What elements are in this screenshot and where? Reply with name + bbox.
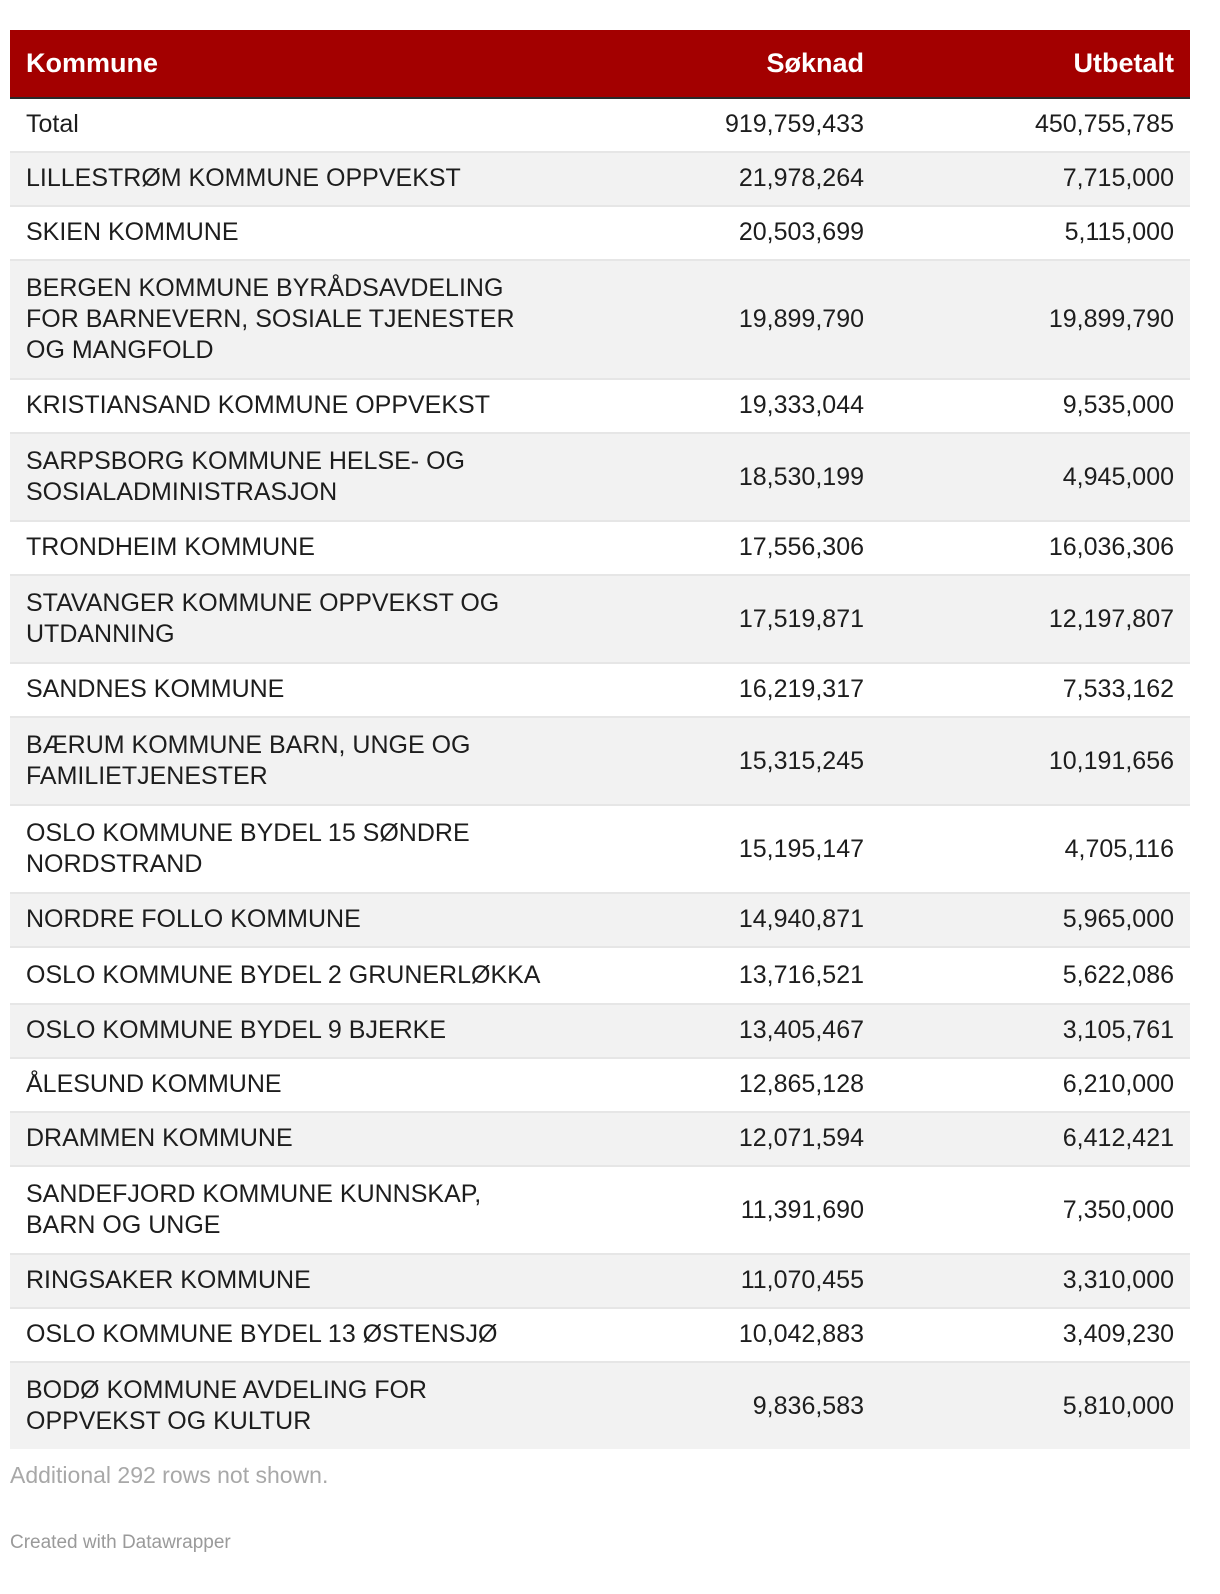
table-row bbox=[10, 663, 1190, 717]
cell-kommune: SKIEN KOMMUNE bbox=[10, 206, 570, 260]
cell-utbetalt: 12,197,807 bbox=[880, 575, 1190, 663]
table-row bbox=[10, 260, 1190, 379]
cell-kommune: BÆRUM KOMMUNE BARN, UNGE OG FAMILIETJENESTER bbox=[10, 717, 570, 805]
datawrapper-credit: Created with Datawrapper bbox=[10, 1532, 231, 1553]
cell-soknad: 11,070,455 bbox=[570, 1254, 880, 1308]
cell-utbetalt: 4,945,000 bbox=[880, 433, 1190, 521]
cell-utbetalt: 3,409,230 bbox=[880, 1308, 1190, 1362]
table-row bbox=[10, 893, 1190, 947]
table-row bbox=[10, 947, 1190, 1004]
cell-utbetalt: 10,191,656 bbox=[880, 717, 1190, 805]
table-row bbox=[10, 152, 1190, 206]
cell-utbetalt: 16,036,306 bbox=[880, 521, 1190, 575]
cell-utbetalt: 7,533,162 bbox=[880, 663, 1190, 717]
cell-utbetalt: 6,210,000 bbox=[880, 1058, 1190, 1112]
cell-utbetalt: 3,310,000 bbox=[880, 1254, 1190, 1308]
cell-utbetalt: 5,115,000 bbox=[880, 206, 1190, 260]
cell-utbetalt: 5,965,000 bbox=[880, 893, 1190, 947]
cell-utbetalt: 4,705,116 bbox=[880, 805, 1190, 893]
cell-utbetalt: 5,622,086 bbox=[880, 947, 1190, 1004]
cell-utbetalt: 19,899,790 bbox=[880, 260, 1190, 379]
cell-soknad: 10,042,883 bbox=[570, 1308, 880, 1362]
cell-kommune: OSLO KOMMUNE BYDEL 15 SØNDRE NORDSTRAND bbox=[10, 805, 570, 893]
cell-kommune: SARPSBORG KOMMUNE HELSE- OG SOSIALADMINISTRASJON bbox=[10, 433, 570, 521]
cell-soknad: 14,940,871 bbox=[570, 893, 880, 947]
cell-utbetalt: 450,755,785 bbox=[880, 98, 1190, 152]
cell-kommune: LILLESTRØM KOMMUNE OPPVEKST bbox=[10, 152, 570, 206]
header-row bbox=[10, 30, 1190, 98]
cell-kommune: TRONDHEIM KOMMUNE bbox=[10, 521, 570, 575]
cell-kommune: KRISTIANSAND KOMMUNE OPPVEKST bbox=[10, 379, 570, 433]
cell-soknad: 21,978,264 bbox=[570, 152, 880, 206]
table-row bbox=[10, 521, 1190, 575]
table-row bbox=[10, 379, 1190, 433]
cell-kommune: STAVANGER KOMMUNE OPPVEKST OG UTDANNING bbox=[10, 575, 570, 663]
cell-kommune: BODØ KOMMUNE AVDELING FOR OPPVEKST OG KULTUR bbox=[10, 1362, 570, 1449]
cell-soknad: 12,071,594 bbox=[570, 1112, 880, 1166]
cell-utbetalt: 5,810,000 bbox=[880, 1362, 1190, 1449]
cell-utbetalt: 7,350,000 bbox=[880, 1166, 1190, 1254]
cell-utbetalt: 7,715,000 bbox=[880, 152, 1190, 206]
cell-soknad: 16,219,317 bbox=[570, 663, 880, 717]
table-row bbox=[10, 1254, 1190, 1308]
cell-kommune: RINGSAKER KOMMUNE bbox=[10, 1254, 570, 1308]
cell-kommune: Total bbox=[10, 98, 570, 152]
cell-soknad: 919,759,433 bbox=[570, 98, 880, 152]
cell-soknad: 15,195,147 bbox=[570, 805, 880, 893]
cell-soknad: 9,836,583 bbox=[570, 1362, 880, 1449]
cell-kommune: ÅLESUND KOMMUNE bbox=[10, 1058, 570, 1112]
table-row bbox=[10, 433, 1190, 521]
table-row bbox=[10, 206, 1190, 260]
cell-soknad: 18,530,199 bbox=[570, 433, 880, 521]
cell-kommune: SANDEFJORD KOMMUNE KUNNSKAP, BARN OG UNGE bbox=[10, 1166, 570, 1254]
column-header-kommune[interactable]: Kommune bbox=[10, 30, 570, 98]
column-header-utbetalt[interactable]: Utbetalt bbox=[880, 30, 1190, 98]
table-row-total bbox=[10, 98, 1190, 152]
table-row bbox=[10, 717, 1190, 805]
cell-kommune: OSLO KOMMUNE BYDEL 9 BJERKE bbox=[10, 1004, 570, 1058]
cell-soknad: 17,556,306 bbox=[570, 521, 880, 575]
table-row bbox=[10, 1166, 1190, 1254]
cell-soknad: 11,391,690 bbox=[570, 1166, 880, 1254]
cell-kommune: OSLO KOMMUNE BYDEL 2 GRUNERLØKKA bbox=[10, 947, 570, 1004]
cell-kommune: SANDNES KOMMUNE bbox=[10, 663, 570, 717]
table-row bbox=[10, 1308, 1190, 1362]
table-row bbox=[10, 1362, 1190, 1449]
data-table-container bbox=[10, 30, 1190, 1449]
cell-kommune: NORDRE FOLLO KOMMUNE bbox=[10, 893, 570, 947]
cell-soknad: 12,865,128 bbox=[570, 1058, 880, 1112]
data-table bbox=[10, 30, 1190, 1449]
cell-soknad: 13,405,467 bbox=[570, 1004, 880, 1058]
table-row bbox=[10, 1112, 1190, 1166]
column-header-soknad[interactable]: Søknad bbox=[570, 30, 880, 98]
cell-utbetalt: 9,535,000 bbox=[880, 379, 1190, 433]
table-body bbox=[10, 98, 1190, 1449]
cell-soknad: 15,315,245 bbox=[570, 717, 880, 805]
table-header bbox=[10, 30, 1190, 98]
cell-soknad: 19,333,044 bbox=[570, 379, 880, 433]
table-row bbox=[10, 1058, 1190, 1112]
cell-kommune: OSLO KOMMUNE BYDEL 13 ØSTENSJØ bbox=[10, 1308, 570, 1362]
cell-utbetalt: 3,105,761 bbox=[880, 1004, 1190, 1058]
table-row bbox=[10, 1004, 1190, 1058]
table-row bbox=[10, 575, 1190, 663]
cell-kommune: DRAMMEN KOMMUNE bbox=[10, 1112, 570, 1166]
cell-soknad: 19,899,790 bbox=[570, 260, 880, 379]
cell-utbetalt: 6,412,421 bbox=[880, 1112, 1190, 1166]
rows-not-shown-note: Additional 292 rows not shown. bbox=[10, 1462, 329, 1488]
table-row bbox=[10, 805, 1190, 893]
cell-soknad: 17,519,871 bbox=[570, 575, 880, 663]
cell-soknad: 20,503,699 bbox=[570, 206, 880, 260]
cell-soknad: 13,716,521 bbox=[570, 947, 880, 1004]
cell-kommune: BERGEN KOMMUNE BYRÅDSAVDELING FOR BARNEVERN, SOSIALE TJENESTER OG MANGFOLD bbox=[10, 260, 570, 379]
